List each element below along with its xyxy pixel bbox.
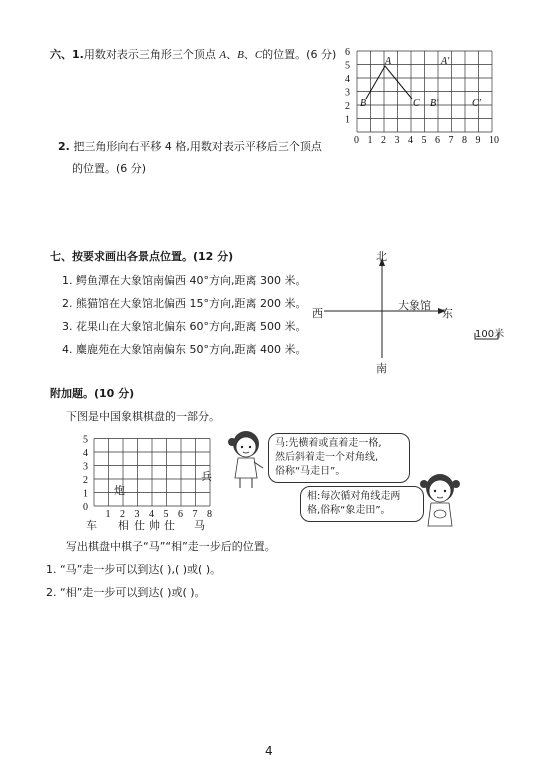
q6-2-line1: 2. 把三角形向右平移 4 格,用数对表示平移后三个顶点 (58, 140, 322, 153)
grid-point-label: A′ (441, 56, 450, 67)
board-y-tick: 5 (83, 434, 88, 446)
board-y-tick: 4 (83, 448, 88, 459)
compass-center-label: 大象馆 (398, 299, 431, 312)
grid-x-tick: 0 (354, 135, 359, 146)
section7-item-3: 3. 花果山在大象馆北偏东 60°方向,距离 500 米。 (62, 320, 307, 333)
piece-pao: 炮 (114, 484, 125, 497)
grid-point-label: C (413, 98, 420, 109)
grid-y-tick: 2 (345, 101, 350, 112)
grid-point-label: C′ (472, 98, 481, 109)
bottom-piece-ma: 马 (194, 519, 205, 532)
section7-title: 七、按要求画出各景点位置。(12 分) (50, 250, 234, 263)
page-number: 4 (265, 744, 273, 758)
board-x-tick: 6 (178, 509, 183, 520)
extra-task: 写出棋盘中棋子“马”“相”走一步后的位置。 (66, 540, 276, 553)
coordinate-grid-figure (340, 40, 510, 155)
q6-number: 六、1. (50, 48, 84, 61)
board-x-tick: 8 (207, 509, 212, 520)
grid-y-tick: 4 (345, 74, 350, 85)
grid-y-tick: 6 (345, 47, 350, 58)
grid-x-tick: 7 (448, 135, 454, 146)
scale-bar (474, 333, 500, 341)
board-x-tick: 7 (192, 509, 198, 520)
extra-title: 附加题。(10 分) (50, 387, 135, 400)
board-x-tick: 5 (163, 509, 169, 520)
section7-item-1: 1. 鳄鱼潭在大象馆南偏西 40°方向,距离 300 米。 (62, 274, 307, 287)
compass-diagram (310, 248, 460, 373)
section7-item-2: 2. 熊猫馆在大象馆北偏西 15°方向,距离 200 米。 (62, 297, 307, 310)
horse-rule-bubble: 马:先横着或直着走一格, 然后斜着走一个对角线, 俗称“马走日”。 (268, 433, 410, 483)
board-y-tick: 0 (83, 502, 88, 513)
grid-x-tick: 3 (394, 135, 400, 146)
bottom-piece-che: 车 (86, 519, 97, 532)
board-y-tick: 2 (83, 475, 88, 486)
compass-south: 南 (376, 362, 387, 375)
extra-q2: 2. “相”走一步可以到达( )或( )。 (46, 586, 206, 599)
board-y-tick: 3 (83, 461, 88, 473)
bottom-piece-shi: 仕 (134, 519, 145, 532)
girl-illustration-2 (418, 470, 462, 534)
elephant-rule-bubble: 相:每次循对角线走两 格,俗称“象走田”。 (300, 486, 424, 522)
board-y-tick: 1 (83, 488, 88, 500)
bottom-piece-xiang: 相 (118, 519, 129, 532)
grid-x-tick: 1 (367, 135, 373, 146)
extra-intro: 下图是中国象棋棋盘的一部分。 (66, 410, 220, 423)
grid-x-tick: 6 (435, 135, 440, 146)
q6-1-text: 六、1.用数对表示三角形三个顶点 A、B、C的位置。(6 分) (50, 48, 337, 61)
grid-y-tick: 1 (345, 114, 350, 126)
grid-x-tick: 10 (489, 135, 499, 146)
board-x-tick: 3 (134, 509, 140, 520)
grid-point-label: A (385, 56, 392, 67)
extra-q1: 1. “马”走一步可以到达( ),( )或( )。 (46, 563, 222, 576)
triangle-abc (366, 66, 412, 99)
grid-x-tick: 2 (381, 135, 386, 146)
grid-y-tick: 3 (345, 87, 350, 99)
board-x-tick: 1 (105, 509, 111, 520)
grid-x-tick: 8 (462, 135, 467, 146)
bottom-piece-shuai: 帅 (149, 519, 160, 532)
grid-x-tick: 9 (475, 135, 481, 146)
compass-east: 东 (442, 307, 453, 320)
bottom-piece-shi-2: 仕 (164, 519, 175, 532)
q6-2-line2: 的位置。(6 分) (72, 162, 147, 175)
board-x-tick: 2 (120, 509, 125, 520)
grid-x-tick: 5 (421, 135, 427, 146)
section7-item-4: 4. 麋鹿苑在大象馆南偏东 50°方向,距离 400 米。 (62, 343, 307, 356)
compass-north: 北 (376, 250, 387, 263)
compass-west: 西 (312, 307, 323, 320)
grid-point-label: B (360, 98, 367, 109)
grid-x-tick: 4 (408, 135, 413, 146)
scale-label: 100米 (475, 329, 505, 340)
piece-bing: 兵 (201, 470, 212, 483)
board-x-tick: 4 (149, 509, 154, 520)
girl-illustration (226, 428, 266, 490)
grid-y-tick: 5 (345, 60, 350, 72)
grid-point-label: B′ (430, 98, 439, 109)
